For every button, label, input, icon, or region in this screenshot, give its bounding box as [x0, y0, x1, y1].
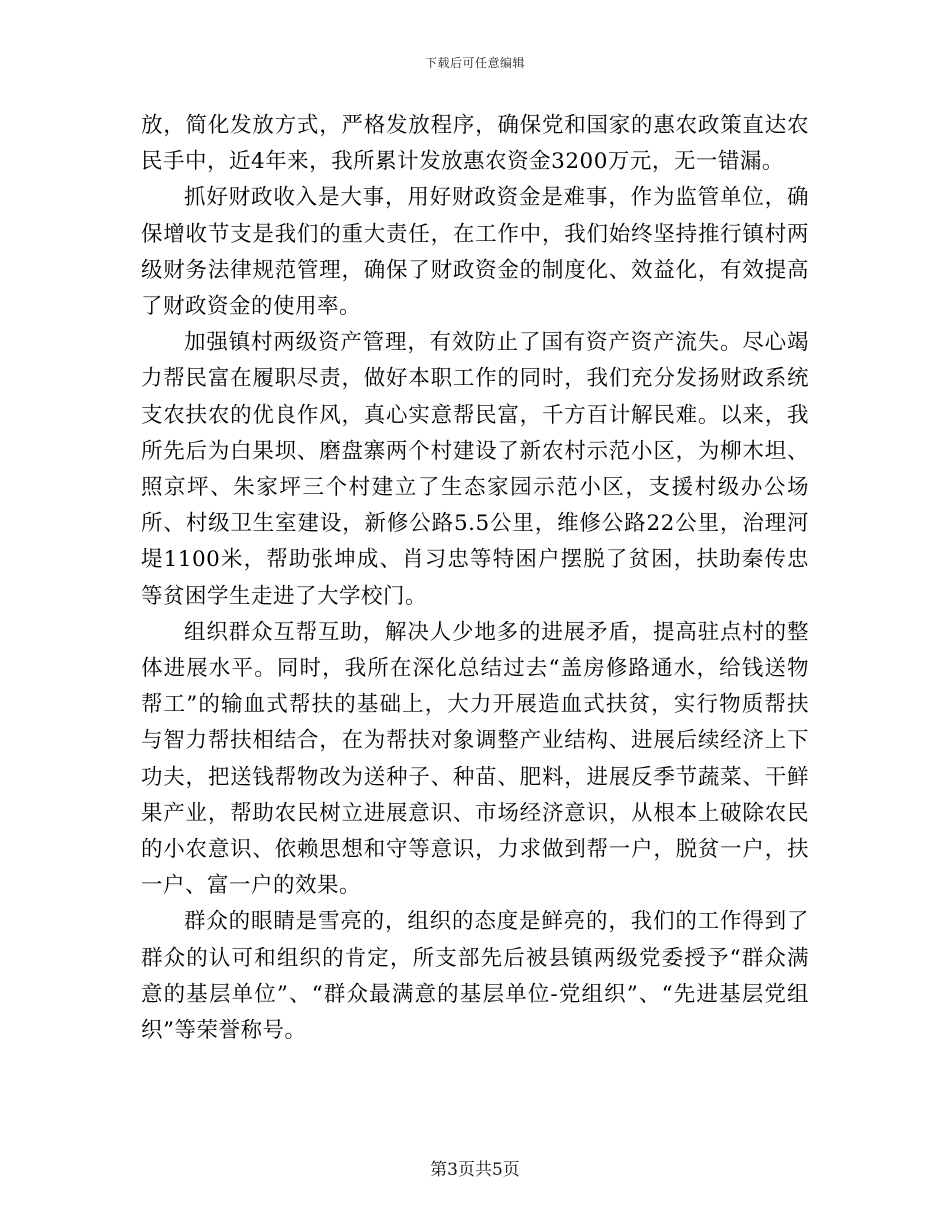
page-footer: 第3页共5页	[430, 1160, 520, 1180]
paragraph: 抓好财政收入是大事，用好财政资金是难事，作为监管单位，确保增收节支是我们的重大责任，在工作中，我们始终坚持推行镇村两级财务法律规范管理，确保了财政资金的制度化、效益化，有效提高了财政资金的使用率。	[141, 185, 809, 320]
document-body	[141, 108, 809, 1049]
paragraph: 放，简化发放方式，严格发放程序，确保党和国家的惠农政策直达农民手中，近4年来，我所累计发放惠农资金3200万元，无一错漏。	[141, 113, 809, 175]
paragraph: 群众的眼睛是雪亮的，组织的态度是鲜亮的，我们的工作得到了群众的认可和组织的肯定，所支部先后被县镇两级党委授予“群众满意的基层单位”、“群众最满意的基层单位-党组织”、“先进基层党组织”等荣誉称号。	[141, 909, 809, 1044]
paragraph: 加强镇村两级资产管理，有效防止了国有资产资产流失。尽心竭力帮民富在履职尽责，做好本职工作的同时，我们充分发扬财政系统支农扶农的优良作风，真心实意帮民富，千方百计解民难。以来，我所先后为白果坝、磨盘寨两个村建设了新农村示范小区，为柳木坦、照京坪、朱家坪三个村建立了生态家园示范小区，支援村级办公场所、村级卫生室建设，新修公路5.5公里，维修公路22公里，治理河堤1100米，帮助张坤成、肖习忠等特困户摆脱了贫困，扶助秦传忠等贫困学生走进了大学校门。	[141, 330, 809, 609]
page-header: 下载后可任意编辑	[424, 56, 525, 70]
paragraph: 组织群众互帮互助，解决人少地多的进展矛盾，提高驻点村的整体进展水平。同时，我所在深化总结过去“盖房修路通水，给钱送物帮工”的输血式帮扶的基础上，大力开展造血式扶贫，实行物质帮扶与智力帮扶相结合，在为帮扶对象调整产业结构、进展后续经济上下功夫，把送钱帮物改为送种子、种苗、肥料，进展反季节蔬菜、干鲜果产业，帮助农民树立进展意识、市场经济意识，从根本上破除农民的小农意识、依赖思想和守等意识，力求做到帮一户，脱贫一户，扶一户、富一户的效果。	[141, 619, 809, 899]
